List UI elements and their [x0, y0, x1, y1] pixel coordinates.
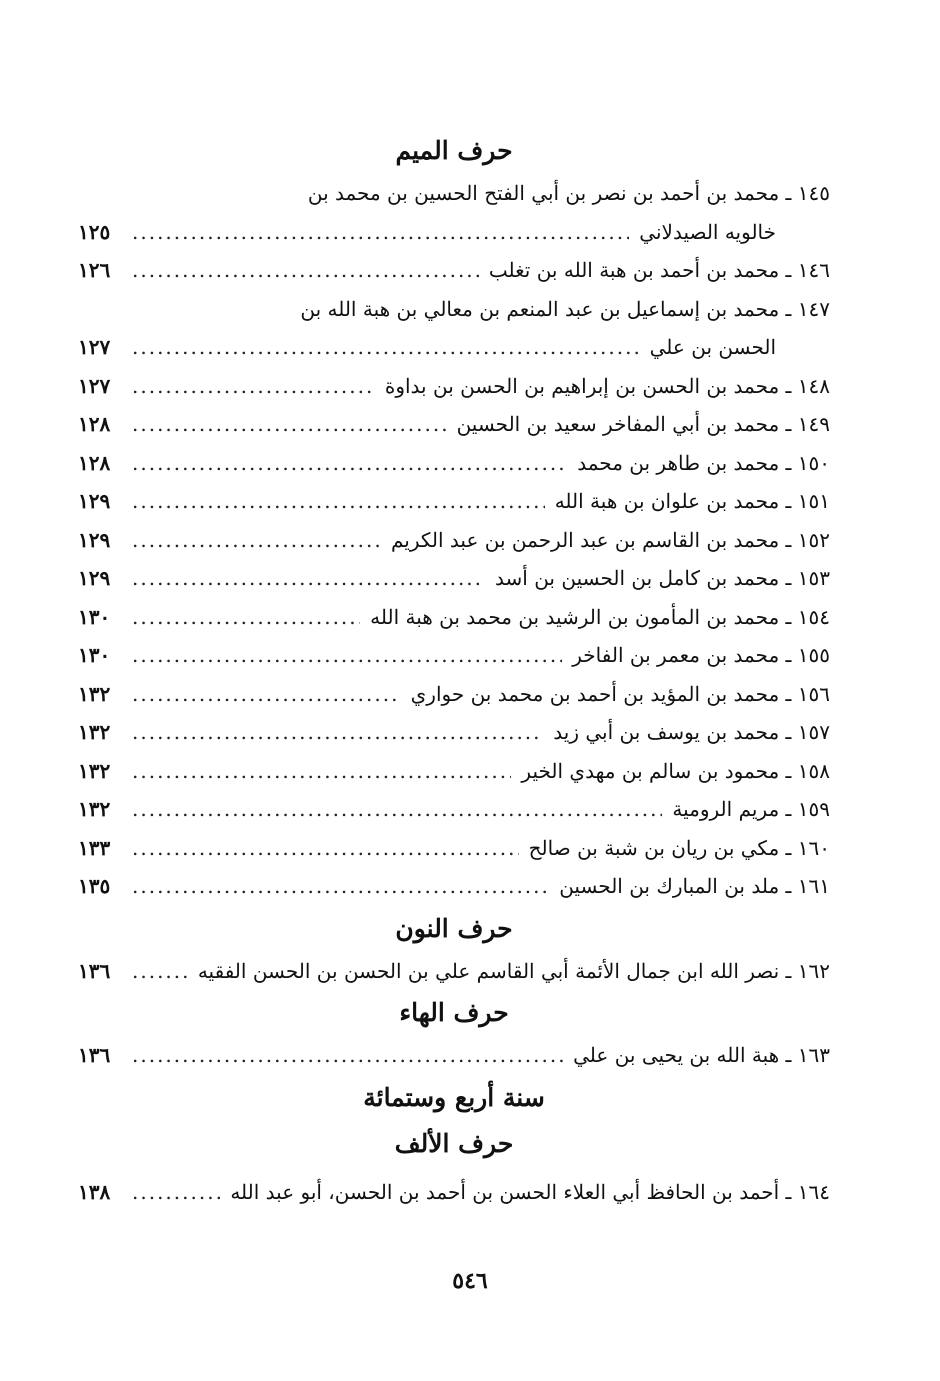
entry-147-line2	[78, 328, 830, 367]
leader-dots	[132, 367, 375, 406]
entry-title: ١٥٩ ـ مريم الرومية	[672, 797, 830, 821]
leader-dots	[132, 598, 360, 637]
entry-page-number: ١٣٦	[78, 1043, 111, 1067]
entry-title: ١٥٦ ـ محمد بن المؤيد بن أحمد بن محمد بن حواري	[410, 681, 830, 706]
entry-154	[78, 598, 830, 637]
section-heading-ha: حرف الهاء	[399, 998, 509, 1027]
leader-dots	[132, 328, 640, 367]
section-heading-nun: حرف النون	[395, 913, 513, 943]
leader-dots	[132, 213, 629, 252]
entry-title: ١٥٨ ـ محمود بن سالم بن مهدي الخير	[521, 758, 830, 783]
entry-164	[78, 1173, 830, 1212]
entry-145-line2	[78, 213, 830, 252]
leader-dots	[132, 636, 562, 675]
leader-dots	[132, 444, 567, 483]
entry-page-number: ١٢٨	[78, 450, 111, 475]
year-heading: سنة أربع وستمائة	[363, 1082, 545, 1112]
entry-page-number: ١٣٣	[78, 835, 111, 860]
leader-dots	[132, 752, 511, 791]
entry-page-number: ١٣٨	[78, 1179, 111, 1204]
entry-title: ١٤٦ ـ محمد بن أحمد بن هبة الله بن تغلب	[488, 258, 830, 282]
entry-title: ١٥٥ ـ محمد بن معمر بن الفاخر	[572, 643, 830, 667]
entry-title: خالويه الصيدلاني	[639, 219, 776, 244]
entry-title: ١٦٢ ـ نصر الله ابن جمال الأئمة أبي القاسم علي بن الحسن بن الحسن الفقيه	[197, 958, 830, 983]
entry-160	[78, 829, 830, 868]
entry-148	[78, 367, 830, 406]
entry-147-line1	[78, 290, 830, 329]
leader-dots	[132, 790, 662, 829]
entry-title: الحسن بن علي	[649, 335, 776, 359]
section-heading-alif: حرف الألف	[394, 1128, 514, 1158]
entry-title: ١٥٣ ـ محمد بن كامل بن الحسين بن أسد	[495, 566, 830, 590]
entry-156	[78, 675, 830, 714]
entry-title: ١٦٣ ـ هبة الله بن يحيى بن علي	[573, 1043, 830, 1067]
entry-page-number: ١٣٢	[78, 797, 111, 821]
leader-dots	[132, 867, 549, 906]
entry-title: ١٦٠ ـ مكي بن ريان بن شبة بن صالح	[528, 835, 830, 860]
entry-146	[78, 251, 830, 290]
entry-159	[78, 790, 830, 829]
entry-title: ١٥٤ ـ محمد بن المأمون بن الرشيد بن محمد بن هبة الله	[370, 604, 830, 629]
entry-page-number: ١٢٨	[78, 412, 111, 436]
entry-151	[78, 482, 830, 521]
entry-title: ١٤٨ ـ محمد بن الحسن بن إبراهيم بن الحسن بن بداوة	[384, 373, 830, 398]
entry-page-number: ١٢٩	[78, 566, 111, 590]
entry-149	[78, 405, 830, 444]
entry-155	[78, 636, 830, 675]
table-of-contents	[78, 128, 830, 1211]
leader-dots	[132, 1036, 563, 1075]
entry-page-number: ١٢٩	[78, 489, 111, 513]
entry-161	[78, 867, 830, 906]
entry-page-number: ١٣٦	[78, 958, 111, 983]
leader-dots	[132, 675, 401, 714]
entry-145-line1	[78, 174, 830, 213]
entry-150	[78, 444, 830, 483]
entry-title: ١٥٢ ـ محمد بن القاسم بن عبد الرحمن بن عبد الكريم	[390, 527, 830, 552]
leader-dots	[132, 713, 543, 752]
entry-page-number: ١٣٢	[78, 758, 111, 783]
section-heading-mim: حرف الميم	[395, 136, 513, 165]
entry-title: ١٤٥ ـ محمد بن أحمد بن نصر بن أبي الفتح الحسين بن محمد بن	[307, 181, 830, 205]
leader-dots	[132, 952, 188, 991]
leader-dots	[132, 559, 485, 598]
entry-page-number: ١٢٩	[78, 527, 111, 552]
entry-page-number: ١٣٠	[78, 643, 111, 667]
leader-dots	[132, 1173, 220, 1212]
leader-dots	[132, 251, 479, 290]
entry-162	[78, 952, 830, 991]
leader-dots	[132, 829, 519, 868]
leader-dots	[132, 405, 447, 444]
entry-163	[78, 1036, 830, 1075]
entry-title: ١٥٠ ـ محمد بن طاهر بن محمد	[577, 450, 830, 475]
entry-152	[78, 521, 830, 560]
entry-title: ١٤٩ ـ محمد بن أبي المفاخر سعيد بن الحسين	[456, 412, 830, 436]
entry-157	[78, 713, 830, 752]
entry-page-number: ١٢٧	[78, 335, 111, 359]
entry-158	[78, 752, 830, 791]
entry-page-number: ١٣٥	[78, 874, 111, 898]
page-number: ٥٤٦	[452, 1268, 488, 1294]
entry-title: ١٥٧ ـ محمد بن يوسف بن أبي زيد	[553, 720, 830, 744]
entry-page-number: ١٢٥	[78, 219, 111, 244]
entry-153	[78, 559, 830, 598]
leader-dots	[132, 521, 381, 560]
leader-dots	[132, 482, 545, 521]
entry-title: ١٦١ ـ ملد بن المبارك بن الحسين	[559, 874, 830, 898]
entry-page-number: ١٣٢	[78, 681, 111, 706]
entry-title: ١٦٤ ـ أحمد بن الحافظ أبي العلاء الحسن بن أحمد بن الحسن، أبو عبد الله	[230, 1179, 830, 1204]
entry-page-number: ١٣٠	[78, 604, 111, 629]
entry-title: ١٤٧ ـ محمد بن إسماعيل بن عبد المنعم بن معالي بن هبة الله بن	[300, 296, 830, 321]
entry-page-number: ١٢٦	[78, 258, 111, 282]
entry-page-number: ١٢٧	[78, 373, 111, 398]
entry-title: ١٥١ ـ محمد بن علوان بن هبة الله	[554, 489, 830, 513]
entry-page-number: ١٣٢	[78, 720, 111, 744]
